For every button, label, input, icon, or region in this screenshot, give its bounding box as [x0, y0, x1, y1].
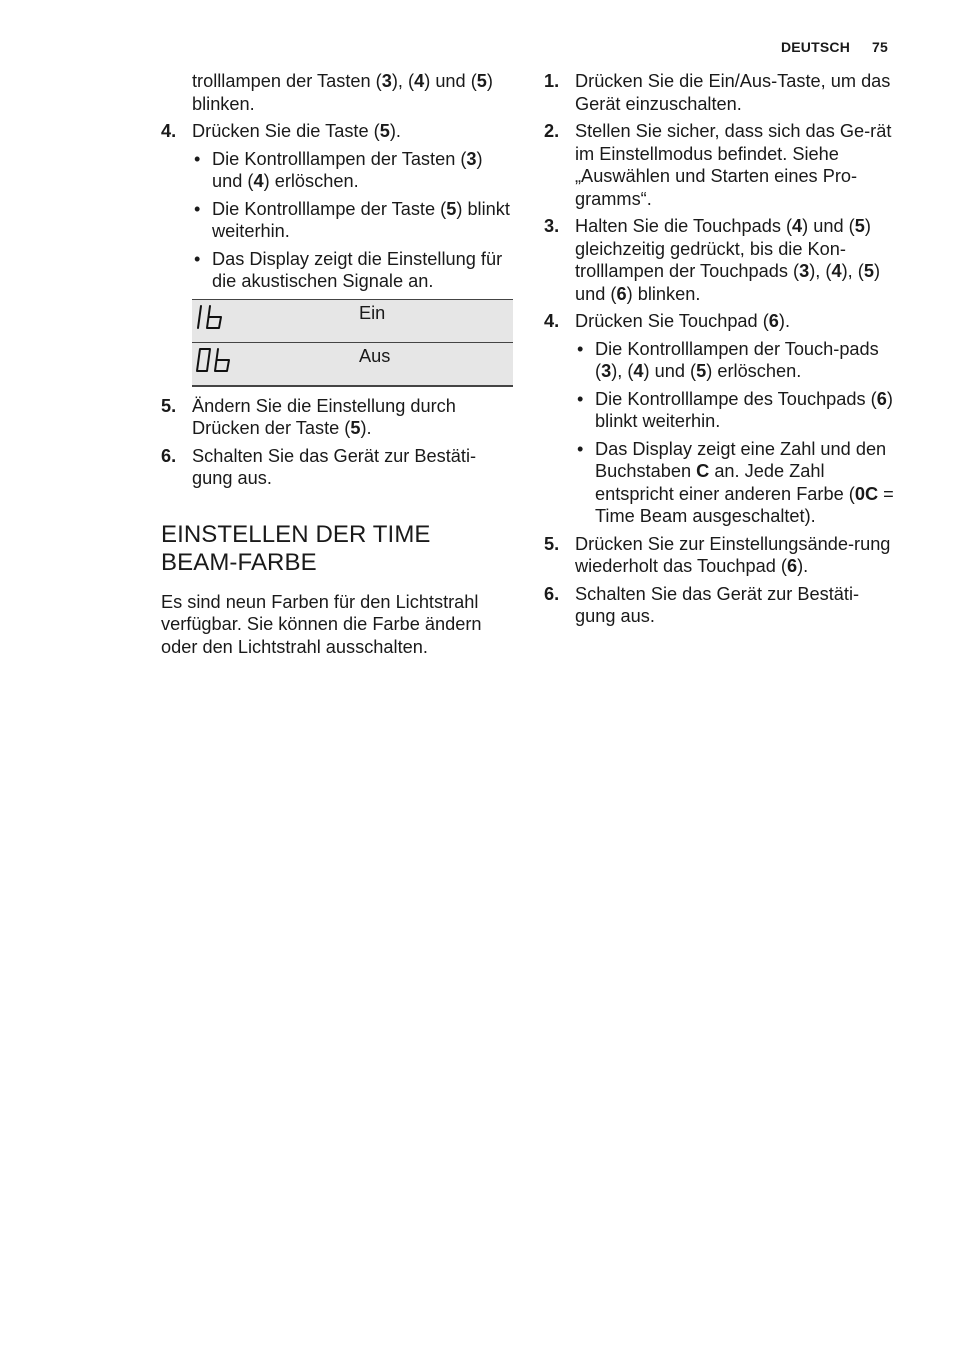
list-item: • Die Kontrolllampe des Touchpads (6) blinkt weiterhin.: [575, 388, 899, 433]
section-heading: EINSTELLEN DER TIME BEAM-FARBE: [161, 520, 431, 576]
step-text: Drücken Sie zur Einstellungsände-rung wiederholt das Touchpad (6).: [575, 533, 891, 576]
step-4: [544, 310, 899, 528]
continued-text: trolllampen der Tasten (3), (4) und (5) blinken.: [192, 71, 493, 114]
step-5: [544, 533, 899, 578]
list-item: • Die Kontrolllampen der Tasten (3) und (4) erlöschen.: [192, 148, 513, 193]
step-5: [161, 395, 513, 440]
step-number: 3.: [544, 216, 560, 236]
bullet-list: [575, 338, 899, 528]
bullet-list: [192, 148, 513, 293]
step-number: 6.: [544, 583, 560, 604]
step-number: 4.: [161, 121, 177, 141]
step-6: [161, 445, 513, 490]
display-label-ein: Ein: [355, 299, 513, 342]
step-number: 5.: [544, 533, 560, 554]
segment-display-0b-icon: [195, 347, 233, 373]
section-label: DEUTSCH: [780, 39, 851, 55]
list-item: • Die Kontrolllampen der Touch-pads (3), (4) und (5) erlöschen.: [575, 338, 899, 383]
display-label-aus: Aus: [355, 342, 513, 386]
step-text: Ändern Sie die Einstellung durch Drücken der Taste (5).: [192, 395, 456, 438]
step-text: Stellen Sie sicher, dass sich das Ge-rät im Einstellmodus befindet. Siehe „Auswählen und Starten eines Pro-gramms“.: [575, 121, 892, 209]
step-1: [544, 70, 899, 115]
step-number: 2.: [544, 121, 560, 141]
step-text: Schalten Sie das Gerät zur Bestäti-gung aus.: [192, 445, 477, 488]
list-item: • Die Kontrolllampe der Taste (5) blinkt weiterhin.: [192, 198, 513, 243]
step-text: Halten Sie die Touchpads (4) und (5) gleichzeitig gedrückt, bis die Kon-trolllampen der Touchpads (3), (4), (5) und (6) blinken.: [575, 216, 881, 304]
step-4: [161, 120, 513, 293]
segment-display-1b-icon: [195, 304, 227, 330]
display-symbol-cell: [192, 299, 355, 342]
step-3: [544, 215, 899, 305]
step-text: Drücken Sie Touchpad (6).: [575, 311, 791, 331]
list-item: • Das Display zeigt eine Zahl und den Buchstaben C an. Jede Zahl entspricht einer anderen Farbe (0C = Time Beam ausgeschaltet).: [575, 438, 899, 528]
page-header: [781, 39, 888, 55]
section-paragraph: Es sind neun Farben für den Lichtstrahl verfügbar. Sie können die Farbe ändern oder den Lichtstrahl ausschalten.: [161, 591, 482, 657]
display-symbol-cell: [192, 342, 355, 386]
step-text: Schalten Sie das Gerät zur Bestäti-gung aus.: [575, 583, 860, 626]
list-item: • Das Display zeigt die Einstellung für die akustischen Signale an.: [192, 248, 513, 293]
step-number: 4.: [544, 311, 560, 331]
step-number: 5.: [161, 395, 177, 416]
step-2: [544, 120, 899, 210]
right-column: [544, 70, 899, 633]
table-row: [192, 299, 513, 342]
step-6: [544, 583, 899, 628]
page-number: 75: [872, 39, 888, 55]
step-text: Drücken Sie die Taste (5).: [192, 121, 401, 141]
display-settings-table: [192, 299, 513, 387]
left-column: [161, 70, 513, 658]
step-number: 6.: [161, 445, 177, 466]
step-number: 1.: [544, 71, 560, 91]
step-text: Drücken Sie die Ein/Aus-Taste, um das Gerät einzuschalten.: [575, 71, 891, 114]
table-row: [192, 342, 513, 386]
